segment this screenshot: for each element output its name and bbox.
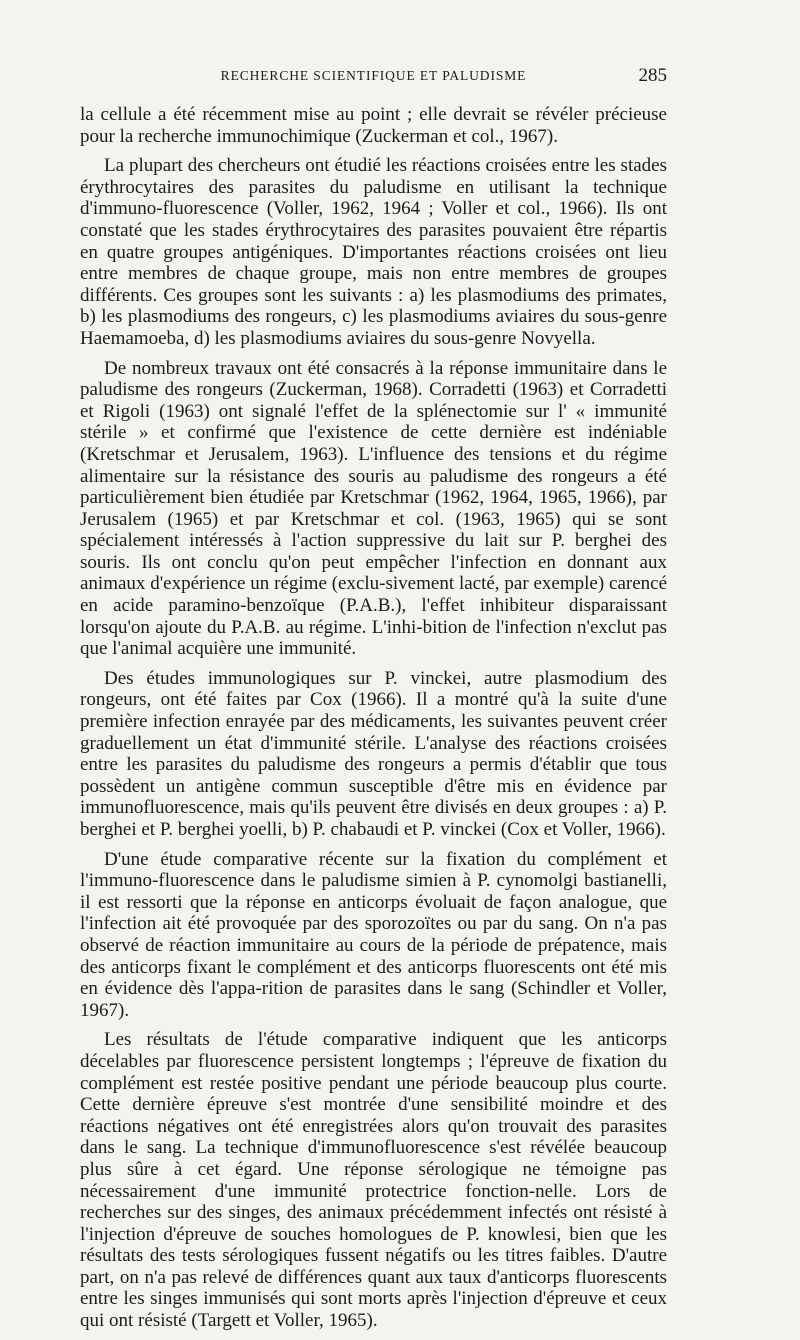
paragraph-5: D'une étude comparative récente sur la fixation du complément et l'immuno-fluorescence dans le paludisme simien à P. cynomolgi bastianelli, il est ressorti que la réponse en anticorps évoluait de façon analogue, que l'infection ait été provoquée par des sporozoïtes ou par du sang. On n'a pas observé de réaction immunitaire au cours de la période de prépatence, mais des anticorps fixant le complément et des anticorps fluorescents ont été mis en évidence dès l'appa-rition de parasites dans le sang (Schindler et Voller, 1967).: [80, 848, 667, 1021]
body-text: [80, 104, 667, 1340]
running-head: [80, 65, 667, 92]
paragraph-4: Des études immunologiques sur P. vinckei, autre plasmodium des rongeurs, ont été faites par Cox (1966). Il a montré qu'à la suite d'une première infection enrayée par des médicaments, les suivantes peuvent créer graduellement un état d'immunité stérile. L'analyse des réactions croisées entre les parasites du paludisme des rongeurs a permis d'établir que tous possèdent un antigène commun susceptible d'être mis en évidence par immunofluorescence, mais qu'ils peuvent être divisés en deux groupes : a) P. berghei et P. berghei yoelli, b) P. chabaudi et P. vinckei (Cox et Voller, 1966).: [80, 667, 667, 840]
page-number: 285: [638, 65, 667, 86]
running-title: RECHERCHE SCIENTIFIQUE ET PALUDISME: [220, 68, 527, 83]
paragraph-6: Les résultats de l'étude comparative indiquent que les anticorps décelables par fluorescence persistent longtemps ; l'épreuve de fixation du complément est restée positive pendant une période beaucoup plus courte. Cette dernière épreuve s'est montrée d'une sensibilité moindre et des réactions négatives ont été enregistrées alors qu'on trouvait des parasites dans le sang. La technique d'immunofluorescence s'est révélée beaucoup plus sûre à cet égard. Une réponse sérologique ne témoigne pas nécessairement d'une immunité protectrice fonction-nelle. Lors de recherches sur des singes, des animaux précédemment infectés ont résisté à l'injection d'épreuve de souches homologues de P. knowlesi, bien que les résultats des tests sérologiques fussent négatifs ou les titres faibles. D'autre part, on n'a pas relevé de différences quant aux taux d'anticorps fluorescents entre les singes immunisés qui sont morts après l'injection d'épreuve et ceux qui ont résisté (Targett et Voller, 1965).: [80, 1029, 667, 1332]
paragraph-2: La plupart des chercheurs ont étudié les réactions croisées entre les stades érythrocytaires des parasites du paludisme en utilisant la technique d'immuno-fluorescence (Voller, 1962, 1964 ; Voller et col., 1966). Ils ont constaté que les stades érythrocytaires des parasites pouvaient être répartis en quatre groupes antigéniques. D'importantes réactions croisées ont lieu entre membres de chaque groupe, mais non entre membres de groupes différents. Ces groupes sont les suivants : a) les plasmodiums des primates, b) les plasmodiums des rongeurs, c) les plasmodiums aviaires du sous-genre Haemamoeba, d) les plasmodiums aviaires du sous-genre Novyella.: [80, 155, 667, 349]
paragraph-3: De nombreux travaux ont été consacrés à la réponse immunitaire dans le paludisme des rongeurs (Zuckerman, 1968). Corradetti (1963) et Corradetti et Rigoli (1963) ont signalé l'effet de la splénectomie sur l' « immunité stérile » et confirmé que l'existence de cette dernière est indéniable (Kretschmar et Jerusalem, 1963). L'influence des tensions et du régime alimentaire sur la résistance des souris au paludisme des rongeurs a été particulièrement bien étudiée par Kretschmar (1962, 1964, 1965, 1966), par Jerusalem (1965) et par Kretschmar et col. (1963, 1965) qui se sont spécialement intéressés à l'action suppressive du lait sur P. berghei des souris. Ils ont conclu qu'on peut empêcher l'infection en donnant aux animaux d'expérience un régime (exclu-sivement lacté, par exemple) carencé en acide paramino-benzoïque (P.A.B.), l'effet inhibiteur disparaissant lorsqu'on ajoute du P.A.B. au régime. L'inhi-bition de l'infection n'exclut pas que l'animal acquière une immunité.: [80, 357, 667, 660]
paragraph-1: la cellule a été récemment mise au point ; elle devrait se révéler précieuse pour la recherche immunochimique (Zuckerman et col., 1967).: [80, 104, 667, 147]
